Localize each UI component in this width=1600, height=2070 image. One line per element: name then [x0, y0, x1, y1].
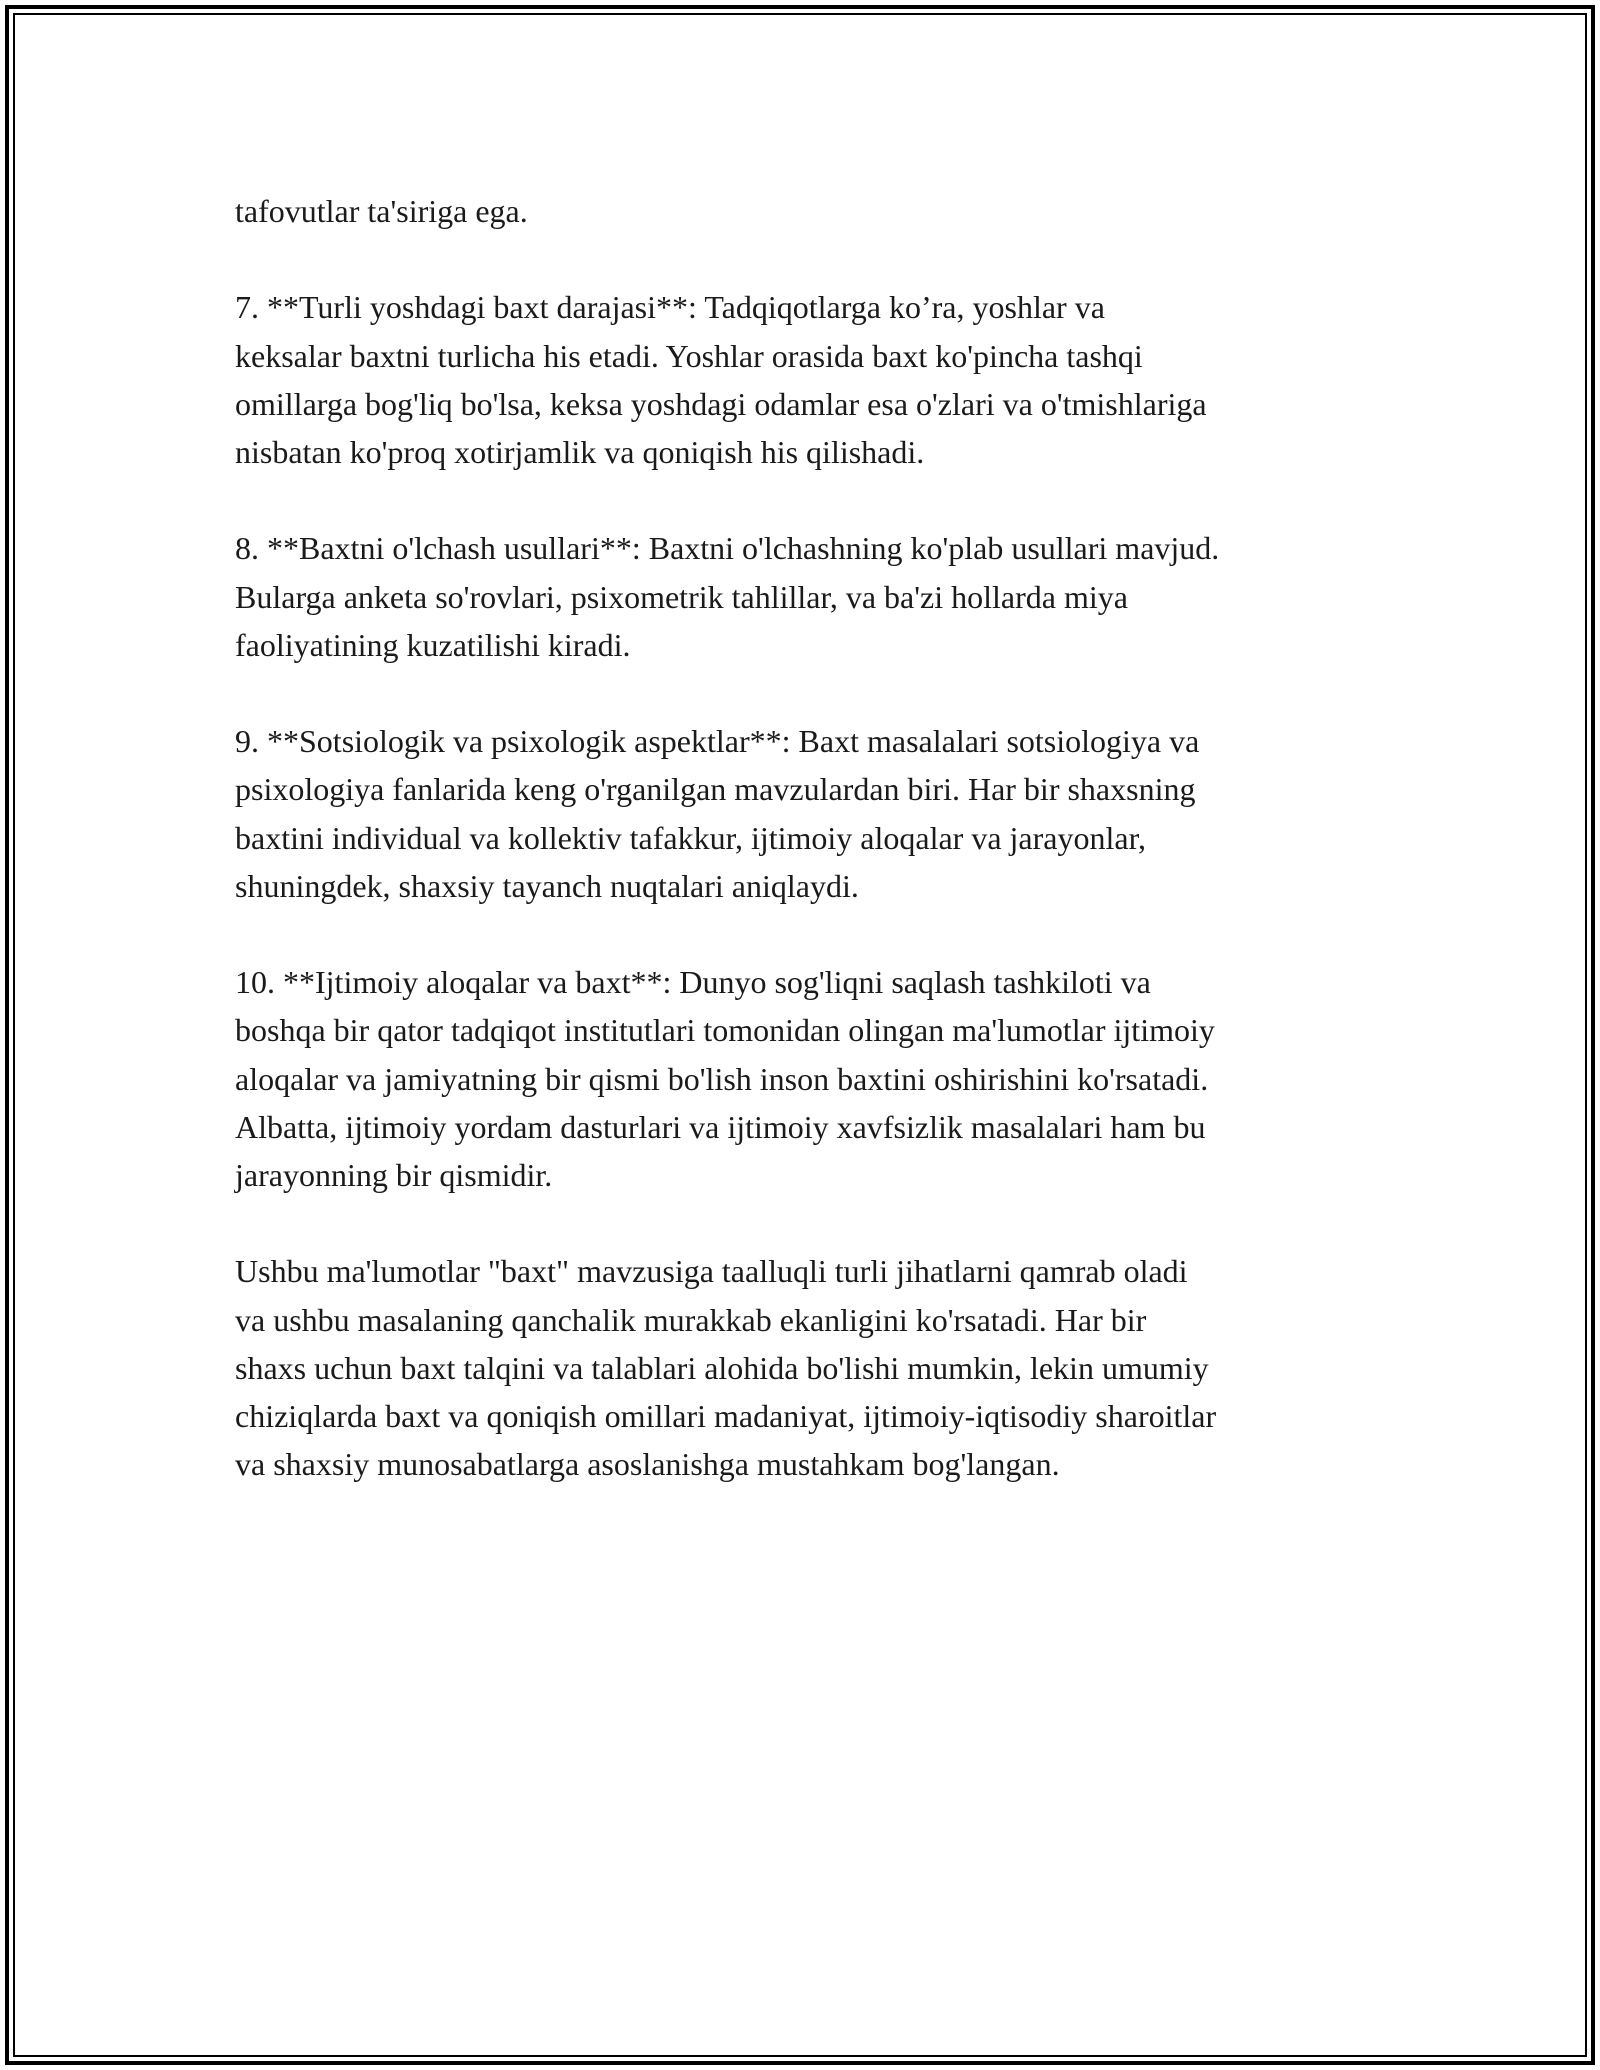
text-line: keksalar baxtni turlicha his etadi. Yoshlar orasida baxt ko'pincha tashqi: [235, 337, 1143, 374]
text-line: va ushbu masalaning qanchalik murakkab ekanligini ko'rsatadi. Har bir: [235, 1301, 1147, 1338]
text-line: 9. **Sotsiologik va psixologik aspektlar**: Baxt masalalari sotsiologiya va: [235, 723, 1200, 760]
text-line: tafovutlar ta'siriga ega.: [235, 193, 528, 229]
paragraph-conclusion: [235, 1247, 1375, 1488]
paragraph-continuation: [235, 187, 1375, 235]
text-line: 7. **Turli yoshdagi baxt darajasi**: Tadqiqotlarga ko’ra, yoshlar va: [235, 289, 1105, 326]
text-line: nisbatan ko'proq xotirjamlik va qoniqish his qilishadi.: [235, 434, 925, 470]
text-line: shuningdek, shaxsiy tayanch nuqtalari aniqlaydi.: [235, 867, 859, 904]
paragraph-item-8: [235, 524, 1375, 669]
text-line: va shaxsiy munosabatlarga asoslanishga mustahkam bog'langan.: [235, 1446, 1060, 1483]
text-line: 8. **Baxtni o'lchash usullari**: Baxtni o'lchashning ko'plab usullari mavjud.: [235, 530, 1220, 567]
paragraph-item-9: [235, 717, 1375, 910]
text-line: psixologiya fanlarida keng o'rganilgan mavzulardan biri. Har bir shaxsning: [235, 771, 1196, 808]
paragraph-item-7: [235, 283, 1375, 476]
text-line: boshqa bir qator tadqiqot institutlari tomonidan olingan ma'lumotlar ijtimoiy: [235, 1012, 1215, 1049]
text-line: Ushbu ma'lumotlar "baxt" mavzusiga taalluqli turli jihatlarni qamrab oladi: [235, 1253, 1188, 1290]
text-line: Bularga anketa so'rovlari, psixometrik tahlillar, va ba'zi hollarda miya: [235, 578, 1128, 615]
text-line: chiziqlarda baxt va qoniqish omillari madaniyat, ijtimoiy-iqtisodiy sharoitlar: [235, 1398, 1217, 1434]
text-line: jarayonning bir qismidir.: [235, 1157, 553, 1193]
document-body: [235, 187, 1375, 1537]
text-line: faoliyatining kuzatilishi kiradi.: [235, 626, 631, 663]
text-line: aloqalar va jamiyatning bir qismi bo'lish inson baxtini oshirishini ko'rsatadi.: [235, 1060, 1209, 1097]
text-line: 10. **Ijtimoiy aloqalar va baxt**: Dunyo sog'liqni saqlash tashkiloti va: [235, 964, 1151, 1001]
text-line: shaxs uchun baxt talqini va talablari alohida bo'lishi mumkin, lekin umumiy: [235, 1349, 1209, 1386]
text-line: Albatta, ijtimoiy yordam dasturlari va ijtimoiy xavfsizlik masalalari ham bu: [235, 1108, 1206, 1145]
text-line: baxtini individual va kollektiv tafakkur, ijtimoiy aloqalar va jarayonlar,: [235, 819, 1146, 856]
text-line: omillarga bog'liq bo'lsa, keksa yoshdagi odamlar esa o'zlari va o'tmishlariga: [235, 385, 1207, 422]
paragraph-item-10: [235, 958, 1375, 1199]
